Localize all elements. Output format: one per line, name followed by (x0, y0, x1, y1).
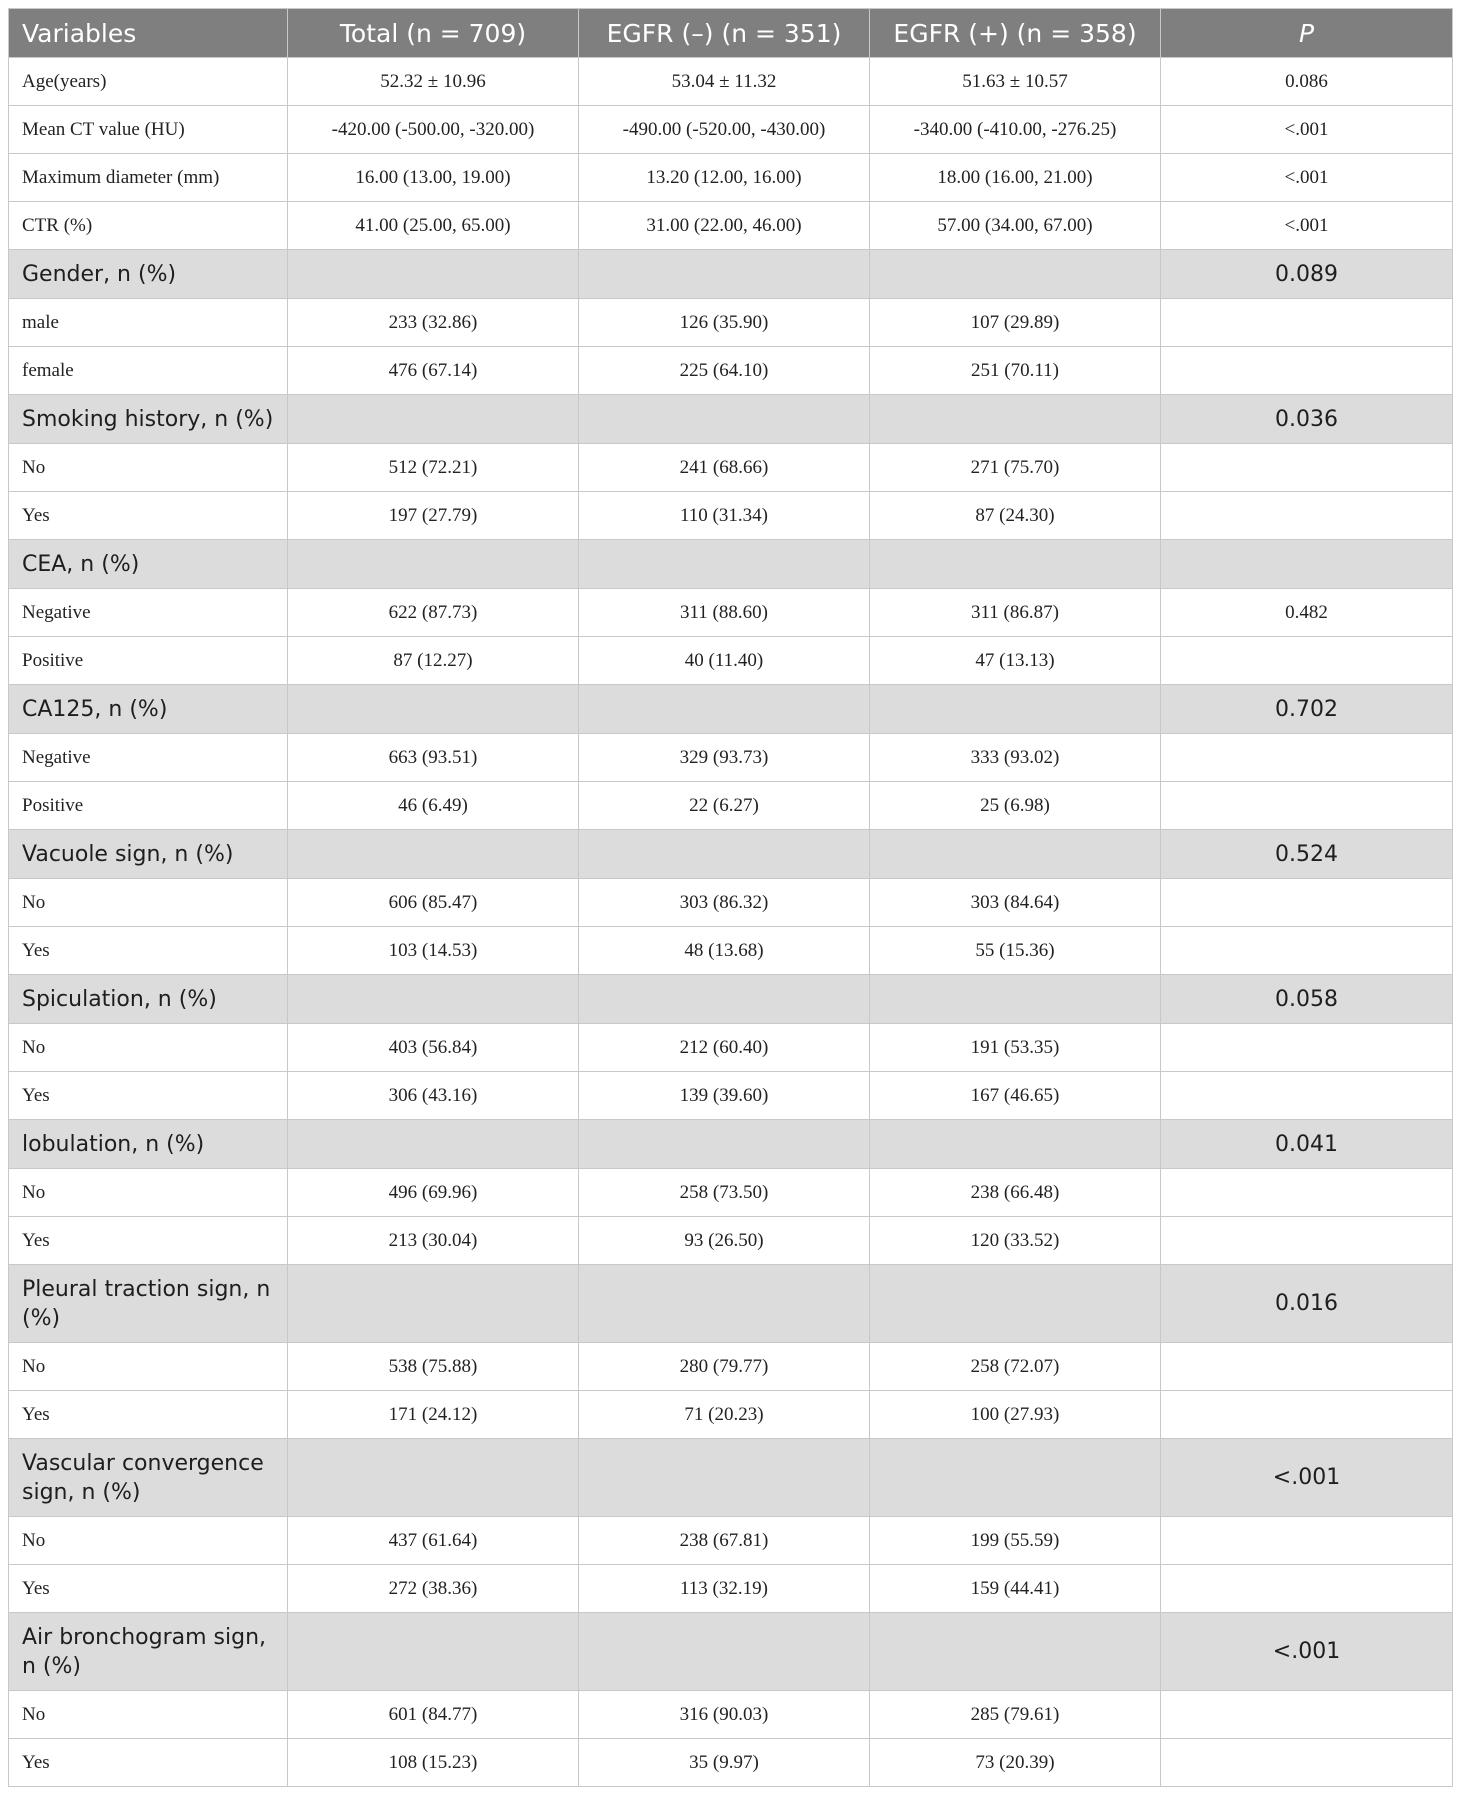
egfr-positive-cell: 311 (86.87) (870, 589, 1161, 637)
table-row (9, 202, 1453, 250)
p-value-cell (1161, 782, 1453, 830)
egfr-positive-cell: 73 (20.39) (870, 1739, 1161, 1787)
egfr-positive-cell (870, 250, 1161, 299)
p-value-cell (1161, 1072, 1453, 1120)
variable-cell: Yes (9, 1072, 288, 1120)
variable-cell: No (9, 1169, 288, 1217)
egfr-negative-cell: 113 (32.19) (579, 1565, 870, 1613)
header-egfr-positive: EGFR (+) (n = 358) (870, 9, 1161, 58)
p-value-cell: <.001 (1161, 154, 1453, 202)
egfr-negative-cell (579, 1120, 870, 1169)
variable-cell: Maximum diameter (mm) (9, 154, 288, 202)
total-cell: 233 (32.86) (288, 299, 579, 347)
egfr-positive-cell (870, 1439, 1161, 1517)
egfr-positive-cell (870, 1265, 1161, 1343)
egfr-positive-cell: 199 (55.59) (870, 1517, 1161, 1565)
egfr-negative-cell: 329 (93.73) (579, 734, 870, 782)
total-cell: 496 (69.96) (288, 1169, 579, 1217)
egfr-positive-cell (870, 830, 1161, 879)
total-cell: 538 (75.88) (288, 1343, 579, 1391)
table-row (9, 1169, 1453, 1217)
total-cell: 306 (43.16) (288, 1072, 579, 1120)
egfr-positive-cell: 333 (93.02) (870, 734, 1161, 782)
egfr-positive-cell: 18.00 (16.00, 21.00) (870, 154, 1161, 202)
total-cell: 512 (72.21) (288, 444, 579, 492)
table-row (9, 1691, 1453, 1739)
egfr-negative-cell (579, 1613, 870, 1691)
variable-cell: Yes (9, 1739, 288, 1787)
table-row (9, 1343, 1453, 1391)
egfr-negative-cell: 212 (60.40) (579, 1024, 870, 1072)
egfr-negative-cell: 71 (20.23) (579, 1391, 870, 1439)
egfr-negative-cell (579, 1265, 870, 1343)
egfr-positive-cell: 51.63 ± 10.57 (870, 58, 1161, 106)
variable-cell: CEA, n (%) (9, 540, 288, 589)
total-cell (288, 685, 579, 734)
p-value-cell (1161, 734, 1453, 782)
group-header-row (9, 1613, 1453, 1691)
egfr-negative-cell (579, 975, 870, 1024)
total-cell: 87 (12.27) (288, 637, 579, 685)
p-value-cell: 0.086 (1161, 58, 1453, 106)
p-value-cell: 0.524 (1161, 830, 1453, 879)
p-value-cell: <.001 (1161, 1613, 1453, 1691)
total-cell: 601 (84.77) (288, 1691, 579, 1739)
egfr-negative-cell: 280 (79.77) (579, 1343, 870, 1391)
total-cell: 403 (56.84) (288, 1024, 579, 1072)
egfr-negative-cell: 139 (39.60) (579, 1072, 870, 1120)
total-cell (288, 250, 579, 299)
egfr-positive-cell: 303 (84.64) (870, 879, 1161, 927)
group-header-row (9, 1120, 1453, 1169)
egfr-negative-cell: 40 (11.40) (579, 637, 870, 685)
total-cell: 16.00 (13.00, 19.00) (288, 154, 579, 202)
table-row (9, 299, 1453, 347)
p-value-cell (1161, 927, 1453, 975)
variable-cell: Yes (9, 492, 288, 540)
total-cell (288, 830, 579, 879)
total-cell (288, 1439, 579, 1517)
table-row (9, 154, 1453, 202)
p-value-cell (1161, 299, 1453, 347)
egfr-positive-cell (870, 975, 1161, 1024)
variable-cell: lobulation, n (%) (9, 1120, 288, 1169)
egfr-positive-cell: 87 (24.30) (870, 492, 1161, 540)
table-row (9, 879, 1453, 927)
variable-cell: male (9, 299, 288, 347)
p-value-cell (1161, 1565, 1453, 1613)
variable-cell: No (9, 1691, 288, 1739)
group-header-row (9, 1265, 1453, 1343)
p-value-cell: 0.702 (1161, 685, 1453, 734)
egfr-positive-cell: -340.00 (-410.00, -276.25) (870, 106, 1161, 154)
table-row (9, 1517, 1453, 1565)
variable-cell: Age(years) (9, 58, 288, 106)
header-egfr-negative: EGFR (–) (n = 351) (579, 9, 870, 58)
group-header-row (9, 830, 1453, 879)
header-p-value: P (1161, 9, 1453, 58)
egfr-negative-cell: 22 (6.27) (579, 782, 870, 830)
egfr-positive-cell: 271 (75.70) (870, 444, 1161, 492)
egfr-positive-cell: 167 (46.65) (870, 1072, 1161, 1120)
table-row (9, 1391, 1453, 1439)
egfr-negative-cell: -490.00 (-520.00, -430.00) (579, 106, 870, 154)
group-header-row (9, 1439, 1453, 1517)
variable-cell: Yes (9, 1217, 288, 1265)
baseline-characteristics-table (8, 8, 1453, 1787)
egfr-negative-cell: 238 (67.81) (579, 1517, 870, 1565)
egfr-negative-cell: 258 (73.50) (579, 1169, 870, 1217)
total-cell: 41.00 (25.00, 65.00) (288, 202, 579, 250)
total-cell: 622 (87.73) (288, 589, 579, 637)
egfr-negative-cell: 93 (26.50) (579, 1217, 870, 1265)
total-cell: 171 (24.12) (288, 1391, 579, 1439)
table-body (9, 58, 1453, 1787)
egfr-positive-cell (870, 1120, 1161, 1169)
variable-cell: No (9, 444, 288, 492)
table-header-row (9, 9, 1453, 58)
egfr-positive-cell: 55 (15.36) (870, 927, 1161, 975)
variable-cell: Yes (9, 927, 288, 975)
total-cell: -420.00 (-500.00, -320.00) (288, 106, 579, 154)
group-header-row (9, 250, 1453, 299)
variable-cell: Air bronchogram sign, n (%) (9, 1613, 288, 1691)
egfr-negative-cell (579, 395, 870, 444)
egfr-negative-cell: 316 (90.03) (579, 1691, 870, 1739)
p-value-cell: 0.041 (1161, 1120, 1453, 1169)
table-row (9, 58, 1453, 106)
egfr-positive-cell: 107 (29.89) (870, 299, 1161, 347)
table-row (9, 1565, 1453, 1613)
total-cell: 103 (14.53) (288, 927, 579, 975)
egfr-positive-cell: 100 (27.93) (870, 1391, 1161, 1439)
variable-cell: No (9, 1343, 288, 1391)
egfr-negative-cell (579, 1439, 870, 1517)
variable-cell: Positive (9, 782, 288, 830)
table-row (9, 444, 1453, 492)
total-cell (288, 540, 579, 589)
egfr-positive-cell: 238 (66.48) (870, 1169, 1161, 1217)
total-cell: 663 (93.51) (288, 734, 579, 782)
egfr-positive-cell: 285 (79.61) (870, 1691, 1161, 1739)
group-header-row (9, 395, 1453, 444)
egfr-positive-cell: 57.00 (34.00, 67.00) (870, 202, 1161, 250)
egfr-positive-cell: 251 (70.11) (870, 347, 1161, 395)
table-row (9, 734, 1453, 782)
egfr-negative-cell: 303 (86.32) (579, 879, 870, 927)
p-value-cell (1161, 1024, 1453, 1072)
p-value-cell (1161, 1739, 1453, 1787)
egfr-negative-cell: 35 (9.97) (579, 1739, 870, 1787)
egfr-positive-cell (870, 395, 1161, 444)
total-cell (288, 975, 579, 1024)
p-value-cell: <.001 (1161, 106, 1453, 154)
variable-cell: No (9, 1517, 288, 1565)
variable-cell: Negative (9, 589, 288, 637)
egfr-positive-cell: 191 (53.35) (870, 1024, 1161, 1072)
egfr-negative-cell: 126 (35.90) (579, 299, 870, 347)
p-value-cell (1161, 1517, 1453, 1565)
p-value-cell: 0.058 (1161, 975, 1453, 1024)
group-header-row (9, 685, 1453, 734)
header-total: Total (n = 709) (288, 9, 579, 58)
p-value-cell (1161, 637, 1453, 685)
p-value-cell: 0.089 (1161, 250, 1453, 299)
variable-cell: CTR (%) (9, 202, 288, 250)
p-value-cell: <.001 (1161, 202, 1453, 250)
egfr-negative-cell: 241 (68.66) (579, 444, 870, 492)
total-cell: 52.32 ± 10.96 (288, 58, 579, 106)
group-header-row (9, 540, 1453, 589)
table-row (9, 492, 1453, 540)
variable-cell: No (9, 879, 288, 927)
p-value-cell: <.001 (1161, 1439, 1453, 1517)
table-row (9, 782, 1453, 830)
p-value-cell: 0.016 (1161, 1265, 1453, 1343)
p-value-cell (1161, 1169, 1453, 1217)
variable-cell: Spiculation, n (%) (9, 975, 288, 1024)
egfr-negative-cell (579, 540, 870, 589)
variable-cell: Positive (9, 637, 288, 685)
variable-cell: Gender, n (%) (9, 250, 288, 299)
variable-cell: Smoking history, n (%) (9, 395, 288, 444)
table-row (9, 637, 1453, 685)
p-value-cell: 0.036 (1161, 395, 1453, 444)
egfr-positive-cell: 159 (44.41) (870, 1565, 1161, 1613)
table-row (9, 1217, 1453, 1265)
egfr-positive-cell: 120 (33.52) (870, 1217, 1161, 1265)
p-value-cell (1161, 444, 1453, 492)
total-cell (288, 1265, 579, 1343)
p-value-cell (1161, 1691, 1453, 1739)
p-value-cell (1161, 1343, 1453, 1391)
p-value-cell (1161, 540, 1453, 589)
table-row (9, 1072, 1453, 1120)
variable-cell: No (9, 1024, 288, 1072)
egfr-positive-cell: 258 (72.07) (870, 1343, 1161, 1391)
variable-cell: Yes (9, 1565, 288, 1613)
total-cell: 46 (6.49) (288, 782, 579, 830)
variable-cell: Vascular convergence sign, n (%) (9, 1439, 288, 1517)
p-value-cell (1161, 879, 1453, 927)
egfr-negative-cell: 53.04 ± 11.32 (579, 58, 870, 106)
total-cell: 437 (61.64) (288, 1517, 579, 1565)
egfr-positive-cell (870, 1613, 1161, 1691)
table-row (9, 589, 1453, 637)
variable-cell: Pleural traction sign, n (%) (9, 1265, 288, 1343)
egfr-negative-cell: 311 (88.60) (579, 589, 870, 637)
table-row (9, 1024, 1453, 1072)
egfr-negative-cell (579, 830, 870, 879)
p-value-cell (1161, 492, 1453, 540)
table-row (9, 347, 1453, 395)
table-row (9, 106, 1453, 154)
total-cell: 272 (38.36) (288, 1565, 579, 1613)
total-cell: 108 (15.23) (288, 1739, 579, 1787)
variable-cell: Yes (9, 1391, 288, 1439)
variable-cell: Mean CT value (HU) (9, 106, 288, 154)
egfr-negative-cell: 31.00 (22.00, 46.00) (579, 202, 870, 250)
egfr-negative-cell (579, 685, 870, 734)
table-row (9, 927, 1453, 975)
egfr-positive-cell: 47 (13.13) (870, 637, 1161, 685)
total-cell: 476 (67.14) (288, 347, 579, 395)
total-cell: 213 (30.04) (288, 1217, 579, 1265)
variable-cell: female (9, 347, 288, 395)
total-cell (288, 395, 579, 444)
egfr-negative-cell: 225 (64.10) (579, 347, 870, 395)
egfr-negative-cell: 13.20 (12.00, 16.00) (579, 154, 870, 202)
p-value-cell: 0.482 (1161, 589, 1453, 637)
total-cell: 606 (85.47) (288, 879, 579, 927)
variable-cell: Negative (9, 734, 288, 782)
variable-cell: CA125, n (%) (9, 685, 288, 734)
total-cell: 197 (27.79) (288, 492, 579, 540)
egfr-negative-cell: 48 (13.68) (579, 927, 870, 975)
egfr-positive-cell (870, 685, 1161, 734)
total-cell (288, 1613, 579, 1691)
p-value-cell (1161, 1391, 1453, 1439)
group-header-row (9, 975, 1453, 1024)
header-variables: Variables (9, 9, 288, 58)
p-value-cell (1161, 347, 1453, 395)
table-row (9, 1739, 1453, 1787)
egfr-negative-cell: 110 (31.34) (579, 492, 870, 540)
egfr-negative-cell (579, 250, 870, 299)
p-value-cell (1161, 1217, 1453, 1265)
egfr-positive-cell (870, 540, 1161, 589)
egfr-positive-cell: 25 (6.98) (870, 782, 1161, 830)
total-cell (288, 1120, 579, 1169)
variable-cell: Vacuole sign, n (%) (9, 830, 288, 879)
